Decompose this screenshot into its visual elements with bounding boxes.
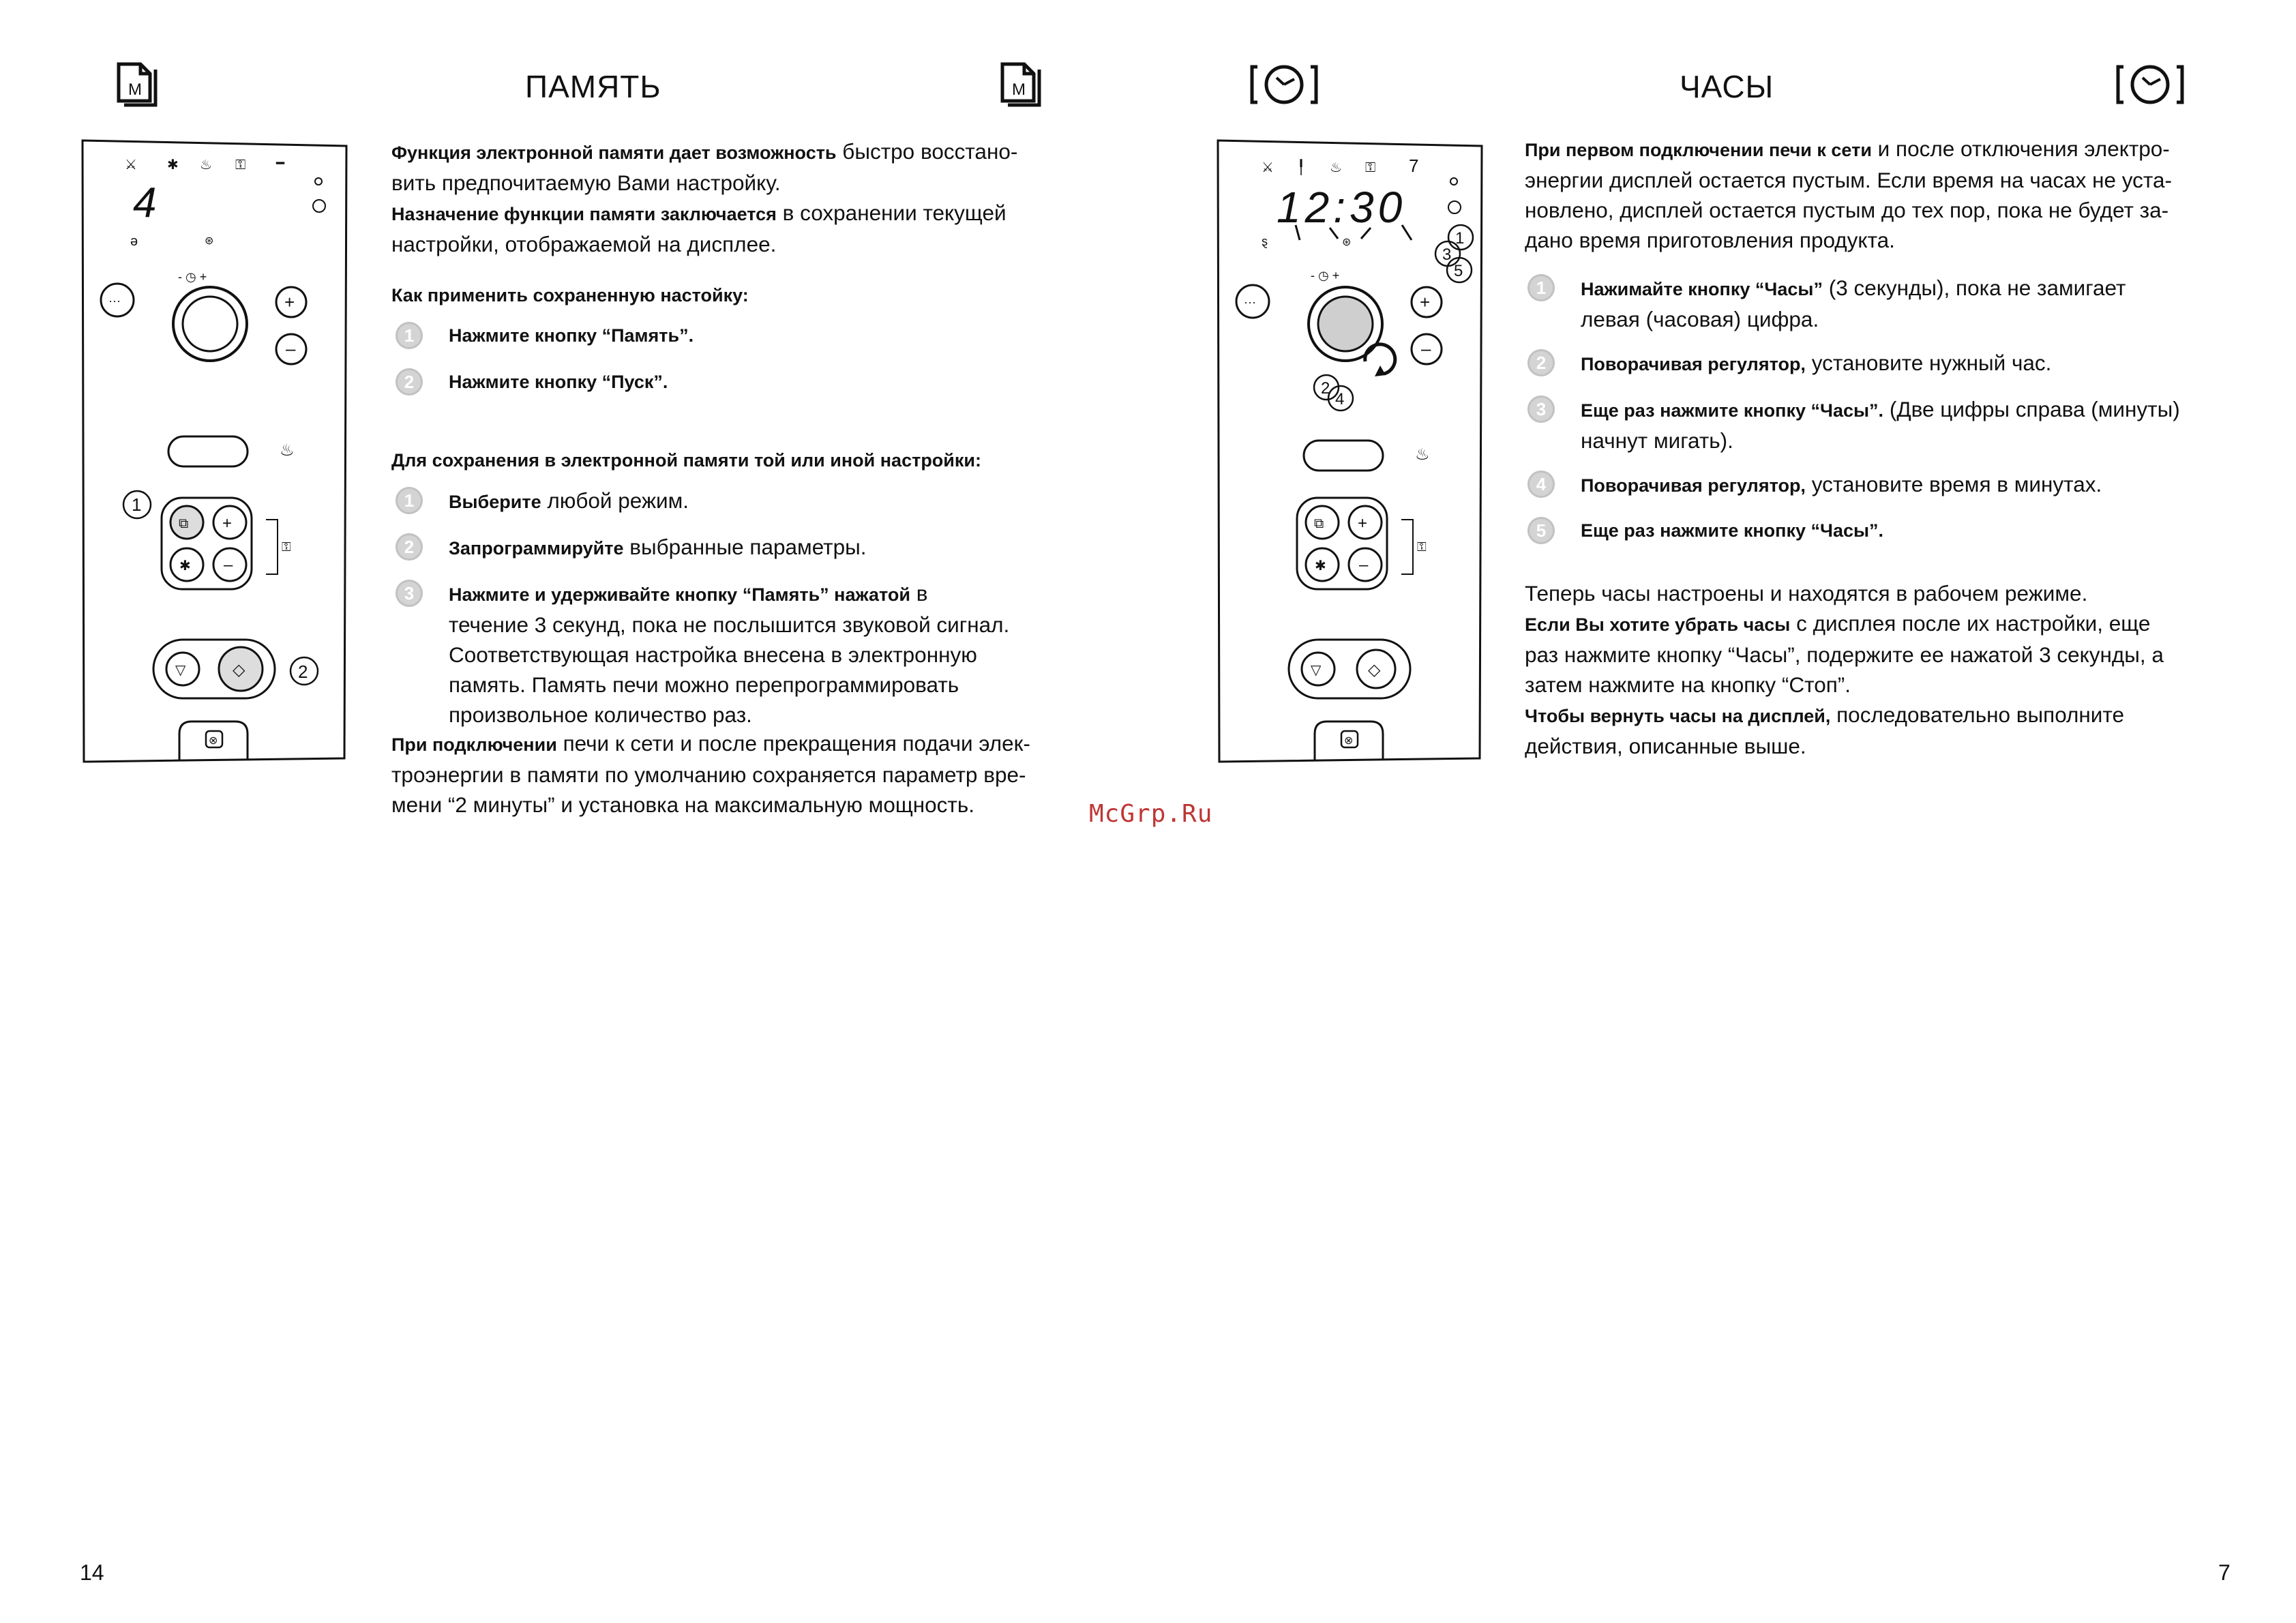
svg-text:+: + bbox=[1358, 514, 1368, 533]
svg-text:⚔: ⚔ bbox=[1262, 160, 1274, 175]
svg-text:▽: ▽ bbox=[175, 663, 186, 678]
svg-text:⚿: ⚿ bbox=[1417, 540, 1427, 554]
svg-text:–: – bbox=[1359, 556, 1369, 574]
save-step-2: 2 Запрограммируйте выбранные параметры. bbox=[396, 532, 867, 563]
svg-text:╿: ╿ bbox=[1297, 160, 1306, 175]
svg-text:━: ━ bbox=[276, 156, 285, 171]
svg-text:♨: ♨ bbox=[200, 158, 212, 173]
svg-text:ə: ə bbox=[130, 234, 138, 249]
step-number: 1 bbox=[396, 487, 423, 514]
svg-text:⊛: ⊛ bbox=[205, 235, 214, 247]
memory-intro: Функция электронной памяти дает возможность быстро восстано- вить предпочитаемую Вами настройку. Назначение функции памяти заключается в сохранении текущей настройки, отображаемой на дисплее. bbox=[391, 139, 1018, 256]
callout-2: 2 bbox=[1321, 379, 1330, 398]
control-panel-illustration-memory bbox=[78, 136, 351, 764]
callout-2: 2 bbox=[298, 661, 308, 682]
step-number: 2 bbox=[396, 368, 423, 396]
svg-text:+: + bbox=[284, 292, 295, 312]
svg-text:⚿: ⚿ bbox=[1365, 160, 1376, 175]
step-number: 2 bbox=[396, 533, 423, 561]
clock-icon bbox=[2114, 60, 2186, 109]
memory-icon-letter: M bbox=[128, 80, 142, 99]
page-number-left: 14 bbox=[80, 1560, 104, 1585]
save-heading: Для сохранения в электронной памяти той или иной настройки: bbox=[391, 450, 982, 471]
callout-5: 5 bbox=[1454, 262, 1463, 280]
save-step-3: 3 Нажмите и удерживайте кнопку “Память” нажатой в течение 3 секунд, пока не послышится звуковой сигнал. Соответствующая настройка внесена в электронную память. Память печи можно перепрограммировать произвольное количество раз. bbox=[396, 578, 1009, 730]
clock-step-3: 3 Еще раз нажмите кнопку “Часы”. (Две цифры справа (минуты) начнут мигать). bbox=[1527, 394, 2180, 456]
svg-text:···: ··· bbox=[108, 294, 121, 308]
svg-text:⊗: ⊗ bbox=[209, 735, 218, 747]
callout-4: 4 bbox=[1335, 390, 1345, 408]
clock-notes: Теперь часы настроены и находятся в рабочем режиме. Если Вы хотите убрать часы с дисплея после их настройки, еще раз нажмите кнопку “Часы”, подержите ее нажатой 3 секунды, а затем нажмите на кнопку “Стоп”. Чтобы вернуть часы на дисплей, последовательно выполните действия, описанные выше. bbox=[1525, 581, 2164, 758]
svg-text:▽: ▽ bbox=[1311, 663, 1322, 678]
svg-text:–: – bbox=[1421, 338, 1431, 359]
memory-icon-letter: M bbox=[1012, 80, 1026, 99]
svg-text:♨: ♨ bbox=[1330, 160, 1342, 175]
svg-text:◇: ◇ bbox=[1368, 661, 1381, 679]
svg-text:+: + bbox=[222, 514, 233, 533]
save-step-1: 1 Выберите любой режим. bbox=[396, 486, 689, 517]
apply-step-1: 1 Нажмите кнопку “Память”. bbox=[396, 321, 694, 351]
page-title-memory: ПАМЯТЬ bbox=[525, 69, 661, 104]
svg-text:♨: ♨ bbox=[280, 441, 295, 460]
panel-display-time: 12:30 bbox=[1277, 183, 1407, 232]
control-panel-illustration-clock bbox=[1214, 136, 1487, 764]
step-number: 2 bbox=[1527, 349, 1555, 376]
apply-step-2: 2 Нажмите кнопку “Пуск”. bbox=[396, 367, 668, 397]
svg-text:- ◷ +: - ◷ + bbox=[178, 270, 207, 284]
svg-text:–: – bbox=[286, 338, 296, 359]
clock-step-2: 2 Поворачивая регулятор, установите нужный час. bbox=[1527, 348, 2051, 379]
memory-icon bbox=[113, 60, 165, 109]
callout-1: 1 bbox=[132, 494, 142, 515]
clock-icon bbox=[1248, 60, 1320, 109]
svg-text:♨: ♨ bbox=[1415, 445, 1430, 464]
clock-intro: При первом подключении печи к сети и после отключения электро- энергии дисплей остается пустым. Если время на часах не уста- новлено, дисплей остается пустым до тех пор, пока не будет за- дано время приготовления продукта. bbox=[1525, 136, 2172, 252]
step-number: 1 bbox=[396, 322, 423, 349]
power-note: При подключении печи к сети и после прекращения подачи элек- троэнергии в памяти по умолчанию сохраняется параметр вре- мени “2 минуты” и установка на максимальную мощность. bbox=[391, 731, 1030, 817]
svg-text:7: 7 bbox=[1409, 155, 1419, 176]
svg-text:◇: ◇ bbox=[233, 661, 245, 679]
step-number: 3 bbox=[396, 580, 423, 607]
memory-icon bbox=[997, 60, 1049, 109]
svg-text:⚿: ⚿ bbox=[235, 158, 246, 173]
watermark: McGrp.Ru bbox=[1089, 800, 1213, 828]
svg-text:✱: ✱ bbox=[167, 158, 179, 173]
svg-text:–: – bbox=[224, 556, 233, 574]
page-number-right: 7 bbox=[2218, 1560, 2231, 1585]
svg-text:✱: ✱ bbox=[179, 559, 191, 574]
svg-text:- ◷ +: - ◷ + bbox=[1311, 269, 1340, 282]
svg-text:⚔: ⚔ bbox=[125, 158, 137, 173]
callout-1: 1 bbox=[1455, 229, 1465, 248]
step-number: 1 bbox=[1527, 274, 1555, 301]
step-number: 4 bbox=[1527, 471, 1555, 498]
apply-heading: Как применить сохраненную настойку: bbox=[391, 285, 749, 306]
page-title-clock: ЧАСЫ bbox=[1680, 69, 1774, 104]
svg-text:⧉: ⧉ bbox=[179, 516, 189, 531]
step-number: 3 bbox=[1527, 396, 1555, 423]
clock-step-5: 5 Еще раз нажмите кнопку “Часы”. bbox=[1527, 516, 1883, 546]
svg-text:⊗: ⊗ bbox=[1344, 735, 1354, 747]
svg-text:⚿: ⚿ bbox=[282, 540, 291, 554]
svg-text:+: + bbox=[1420, 292, 1431, 312]
panel-display-digit: 4 bbox=[133, 179, 157, 226]
clock-step-4: 4 Поворачивая регулятор, установите время в минутах. bbox=[1527, 469, 2102, 501]
clock-step-1: 1 Нажимайте кнопку “Часы” (3 секунды), пока не замигает левая (часовая) цифра. bbox=[1527, 273, 2126, 334]
svg-text:···: ··· bbox=[1244, 295, 1256, 309]
svg-text:ȿ: ȿ bbox=[1262, 235, 1268, 248]
svg-text:✱: ✱ bbox=[1315, 559, 1326, 574]
svg-text:⧉: ⧉ bbox=[1314, 516, 1324, 531]
callout-3: 3 bbox=[1442, 245, 1452, 264]
step-number: 5 bbox=[1527, 517, 1555, 544]
svg-text:⊛: ⊛ bbox=[1342, 237, 1352, 248]
